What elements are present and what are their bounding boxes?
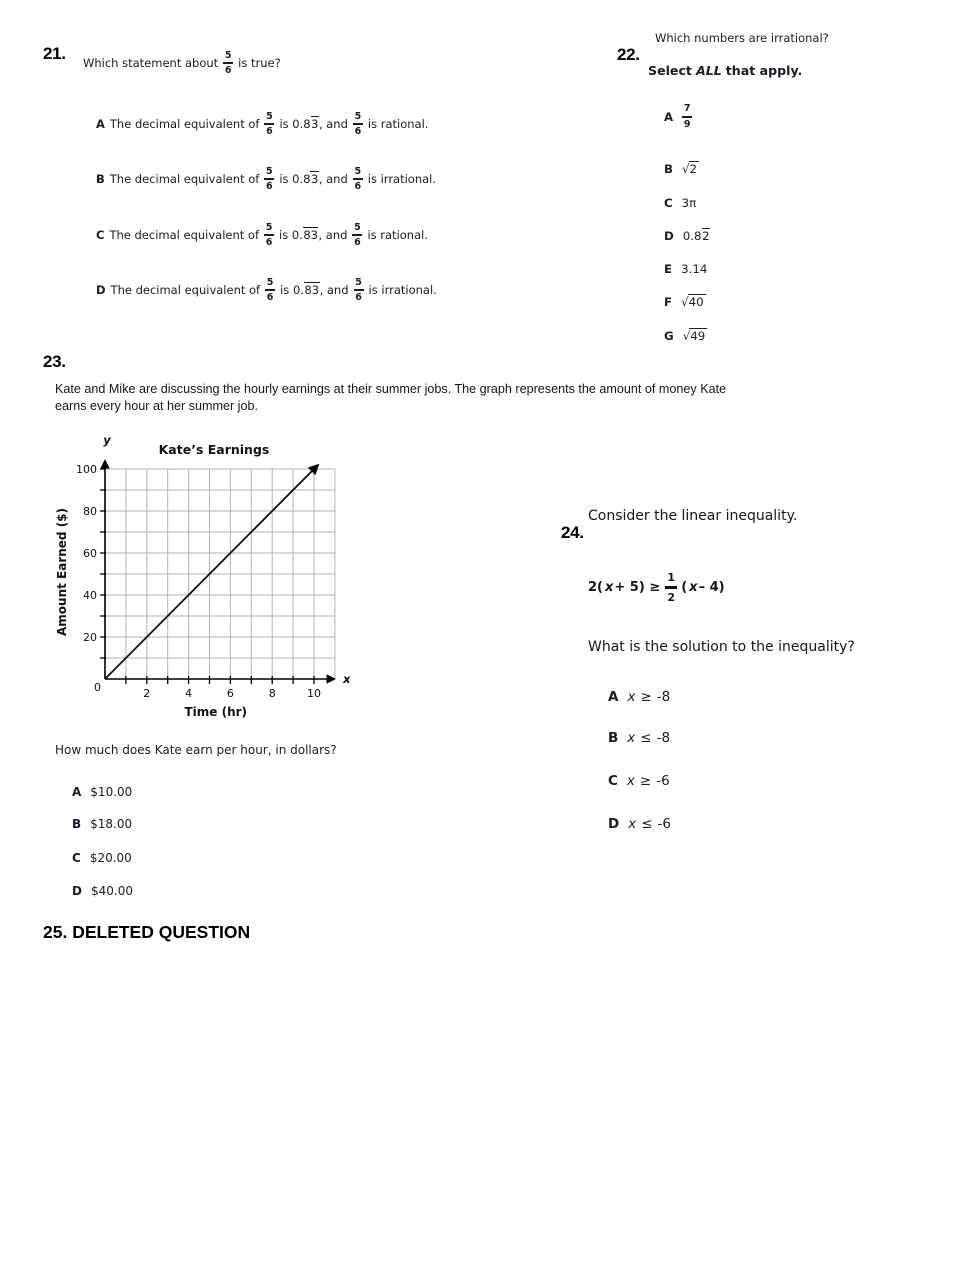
- q23-number: 23.: [43, 352, 66, 371]
- q21-prompt: [83, 40, 281, 86]
- q21-number: 21.: [43, 44, 66, 63]
- ineq-rhs-open: (: [681, 579, 688, 595]
- option-letter: C: [72, 851, 81, 865]
- repeating-overbar: 83: [303, 228, 318, 242]
- repeating-overbar: 3: [310, 172, 319, 186]
- option-value: -8: [656, 730, 671, 746]
- fraction-bar: [264, 178, 274, 180]
- q24-answer-option: [608, 771, 670, 791]
- option-letter: A: [96, 117, 105, 131]
- q22-answer-option: [664, 162, 699, 176]
- ineq-lhs-open: 2(: [588, 579, 603, 595]
- q23-question: How much does Kate earn per hour, in dollars?: [55, 743, 337, 757]
- fraction-5-6: $\frac{5}{6}$: [224, 49, 232, 76]
- square-root-value: √40: [681, 295, 704, 309]
- fraction-bar: [682, 116, 692, 118]
- q21-prompt-after: is true?: [238, 56, 281, 70]
- decimal-statement: is 0.83, and: [279, 228, 348, 242]
- option-letter: E: [664, 262, 673, 276]
- svg-text:80: 80: [83, 505, 97, 518]
- repeating-overbar: 83: [304, 283, 320, 297]
- ineq-variable: x: [689, 579, 698, 595]
- option-variable: x: [627, 730, 636, 746]
- select-rest: that apply.: [725, 63, 803, 78]
- q21-answer-option: [96, 266, 437, 314]
- option-letter: C: [608, 773, 618, 789]
- repeating-overbar: 3: [311, 117, 319, 131]
- option-value: -6: [656, 773, 670, 789]
- q23-answer-option: [72, 883, 133, 899]
- svg-text:Time (hr): Time (hr): [184, 705, 248, 719]
- number-value: 3π: [681, 196, 697, 210]
- decimal-statement: is 0.83, and: [279, 117, 348, 131]
- option-letter: B: [664, 162, 673, 176]
- kates-earnings-graph: [40, 432, 362, 730]
- dollar-value: $10.00: [90, 785, 133, 799]
- svg-text:2: 2: [143, 687, 151, 700]
- svg-text:y: y: [103, 433, 111, 447]
- q22-answer-option: [664, 329, 707, 343]
- dollar-value: $40.00: [90, 884, 133, 898]
- fraction-5-6: $\frac{5}{6}$: [266, 110, 273, 137]
- svg-text:60: 60: [83, 547, 97, 560]
- decimal-statement: is 0.83, and: [279, 172, 348, 186]
- option-value: -6: [657, 816, 671, 832]
- option-letter: A: [664, 109, 674, 124]
- q21-answer-option: [96, 100, 428, 148]
- svg-text:20: 20: [83, 631, 97, 644]
- square-root-value: √2: [682, 162, 698, 176]
- q21-prompt-before: Which statement about: [83, 56, 219, 70]
- option-tail-text: is irrational.: [367, 172, 437, 186]
- option-lead-text: The decimal equivalent of: [109, 228, 260, 242]
- fraction-5-6: $\frac{5}{6}$: [266, 276, 274, 303]
- option-letter: B: [96, 172, 105, 186]
- option-letter: F: [664, 295, 673, 309]
- dollar-value: $18.00: [90, 817, 133, 831]
- option-letter: D: [664, 229, 674, 243]
- radical-icon: √: [682, 162, 690, 176]
- svg-text:Amount Earned ($): Amount Earned ($): [55, 507, 69, 637]
- q22-select-instruction: [648, 63, 802, 78]
- q24-answer-option: [608, 728, 670, 748]
- option-letter: D: [96, 283, 106, 297]
- q24-inequality: [588, 558, 726, 616]
- q24-number: 24.: [561, 523, 584, 542]
- option-letter: A: [72, 785, 82, 799]
- q22-number: 22.: [617, 45, 640, 64]
- fraction-5-6: $\frac{5}{6}$: [265, 221, 273, 248]
- svg-text:100: 100: [76, 463, 97, 476]
- radical-icon: √: [682, 329, 691, 343]
- option-letter: B: [72, 817, 82, 831]
- number-value: 3.14: [681, 262, 708, 276]
- square-root-value: √49: [682, 329, 706, 343]
- option-letter: G: [664, 329, 674, 343]
- fraction-5-6: $\frac{5}{6}$: [354, 165, 362, 192]
- q23-answer-option: [72, 850, 132, 866]
- q22-answer-option: [664, 196, 696, 210]
- fraction-bar: [264, 234, 274, 236]
- option-variable: x: [627, 689, 636, 705]
- ineq-variable: x: [605, 579, 614, 595]
- svg-text:40: 40: [83, 589, 97, 602]
- fraction-5-6: $\frac{5}{6}$: [354, 110, 362, 137]
- option-variable: x: [626, 773, 635, 789]
- repeating-overbar: 2: [702, 229, 710, 243]
- option-variable: x: [628, 816, 637, 832]
- q24-answer-option: [608, 814, 671, 834]
- fraction-value: $\frac{7}{9}$: [683, 103, 691, 130]
- decimal-statement: is 0.83, and: [280, 283, 349, 297]
- fraction-bar: [354, 289, 364, 291]
- radical-icon: √: [681, 295, 689, 309]
- option-tail-text: is rational.: [367, 228, 428, 242]
- q22-answer-option: [664, 262, 707, 276]
- option-relation: ≤: [640, 730, 652, 746]
- svg-text:4: 4: [185, 687, 193, 700]
- option-letter: C: [96, 228, 105, 242]
- option-tail-text: is irrational.: [368, 283, 437, 297]
- fraction-bar: [264, 123, 274, 125]
- fraction-bar: [352, 234, 362, 236]
- q24-question: What is the solution to the inequality?: [588, 639, 855, 655]
- repeating-decimal-value: 0.82: [682, 229, 710, 243]
- option-value: -8: [656, 689, 671, 705]
- ineq-rhs-rest: – 4): [698, 579, 725, 595]
- q21-answer-option: [96, 155, 436, 203]
- fraction-5-6: $\frac{5}{6}$: [266, 165, 273, 192]
- option-lead-text: The decimal equivalent of: [109, 117, 260, 131]
- fraction-bar: [265, 289, 275, 291]
- fraction-bar: [353, 178, 363, 180]
- svg-text:Kate’s Earnings: Kate’s Earnings: [158, 442, 270, 457]
- svg-text:6: 6: [226, 687, 234, 700]
- q22-answer-option: [664, 295, 706, 309]
- q22-prompt: Which numbers are irrational?: [655, 31, 829, 45]
- option-letter: D: [608, 816, 620, 832]
- q23-answer-option: [72, 784, 132, 800]
- select-word: Select: [648, 63, 692, 78]
- q24-answer-option: [608, 687, 670, 707]
- fraction-bar: [223, 62, 233, 64]
- option-lead-text: The decimal equivalent of: [110, 283, 261, 297]
- svg-text:x: x: [343, 672, 351, 686]
- fraction-5-6: $\frac{5}{6}$: [355, 276, 362, 303]
- dollar-value: $20.00: [89, 851, 132, 865]
- svg-text:10: 10: [307, 687, 321, 700]
- q21-answer-option: [96, 211, 428, 259]
- option-letter: C: [664, 196, 673, 210]
- fraction-bar: [665, 586, 677, 589]
- option-letter: A: [608, 689, 619, 705]
- q24-intro: Consider the linear inequality.: [588, 508, 798, 524]
- q22-answer-option: [664, 104, 692, 129]
- svg-text:8: 8: [268, 687, 276, 700]
- option-lead-text: The decimal equivalent of: [109, 172, 260, 186]
- option-letter: D: [72, 884, 82, 898]
- option-relation: ≥: [639, 773, 652, 789]
- option-tail-text: is rational.: [367, 117, 429, 131]
- fraction-1-2: $\frac{1}{2}$: [665, 572, 677, 603]
- option-letter: B: [608, 730, 619, 746]
- option-relation: ≤: [641, 816, 653, 832]
- q23-paragraph: Kate and Mike are discussing the hourly earnings at their summer jobs. The graph represents the amount of money Kate earns every hour at her summer job.: [55, 382, 727, 413]
- select-all-word: ALL: [695, 63, 722, 78]
- q22-answer-option: [664, 229, 710, 243]
- option-relation: ≥: [640, 689, 652, 705]
- fraction-bar: [353, 123, 363, 125]
- ineq-lhs-rest: + 5) ≥: [614, 579, 661, 595]
- q23-answer-option: [72, 816, 132, 832]
- fraction-5-6: $\frac{5}{6}$: [354, 221, 361, 248]
- q25-deleted-question: 25. DELETED QUESTION: [43, 922, 251, 942]
- svg-text:0: 0: [94, 681, 101, 694]
